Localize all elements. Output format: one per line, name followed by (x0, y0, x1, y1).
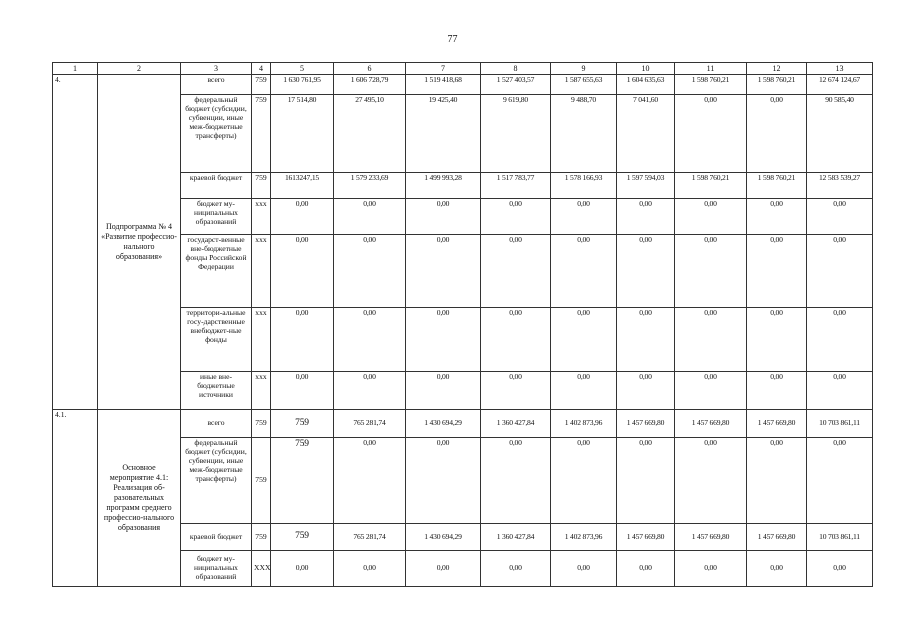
funding-source: государст-венные вне-бюджетные фонды Российской Федерации (181, 235, 252, 308)
amount-cell: 0,00 (747, 551, 807, 587)
budget-code: 759 (252, 75, 271, 95)
budget-code: 759 (252, 95, 271, 173)
amount-cell: 0,00 (617, 551, 675, 587)
header-cell: 12 (747, 63, 807, 75)
amount-cell: 1 457 669,80 (675, 410, 747, 438)
amount-cell: 0,00 (334, 308, 406, 372)
amount-cell: 0,00 (334, 199, 406, 235)
funding-source: краевой бюджет (181, 524, 252, 551)
amount-cell: 765 281,74 (334, 524, 406, 551)
table-row (53, 75, 873, 95)
funding-source: иные вне-бюджетные источники (181, 372, 252, 410)
amount-cell: 0,00 (271, 372, 334, 410)
amount-cell: 1 360 427,84 (481, 410, 551, 438)
table-row (53, 410, 873, 438)
amount-cell: 0,00 (675, 95, 747, 173)
amount-cell: 9 488,70 (551, 95, 617, 173)
funding-source: территори-альные госу-дарственные внебюджет-ные фонды (181, 308, 252, 372)
header-cell: 4 (252, 63, 271, 75)
amount-cell: 0,00 (334, 372, 406, 410)
amount-cell: 1 430 694,29 (406, 524, 481, 551)
amount-cell: 0,00 (675, 372, 747, 410)
amount-cell: 0,00 (271, 308, 334, 372)
amount-cell: 0,00 (406, 308, 481, 372)
amount-cell: 1 606 728,79 (334, 75, 406, 95)
header-cell: 10 (617, 63, 675, 75)
budget-code: 759 (252, 410, 271, 438)
amount-cell: 0,00 (271, 199, 334, 235)
amount-cell: 759 (271, 410, 334, 438)
amount-cell: 1 597 594,03 (617, 173, 675, 199)
page-number: 77 (447, 34, 458, 45)
amount-cell: 7 041,60 (617, 95, 675, 173)
amount-cell: 1 527 403,57 (481, 75, 551, 95)
amount-cell: 1 598 760,21 (675, 75, 747, 95)
amount-cell: 0,00 (406, 235, 481, 308)
budget-code: ххх (252, 199, 271, 235)
funding-source: федеральный бюджет (субсидии, субвенции, иные меж-бюджетные трансферты) (181, 438, 252, 524)
budget-code: ххх (252, 308, 271, 372)
amount-cell: 0,00 (807, 235, 873, 308)
budget-code: 759 (252, 438, 271, 524)
amount-cell: 0,00 (551, 199, 617, 235)
amount-cell: 0,00 (675, 438, 747, 524)
amount-cell: 0,00 (617, 308, 675, 372)
amount-cell: 12 674 124,67 (807, 75, 873, 95)
amount-cell: 0,00 (617, 235, 675, 308)
budget-code: 759 (252, 524, 271, 551)
amount-cell: 1 430 694,29 (406, 410, 481, 438)
amount-cell: 0,00 (481, 438, 551, 524)
funding-source: краевой бюджет (181, 173, 252, 199)
amount-cell: 0,00 (481, 551, 551, 587)
amount-cell: 0,00 (481, 199, 551, 235)
amount-cell: 0,00 (551, 308, 617, 372)
header-cell: 13 (807, 63, 873, 75)
amount-cell: 0,00 (617, 199, 675, 235)
amount-cell: 0,00 (807, 308, 873, 372)
section-number: 4.1. (53, 410, 98, 587)
amount-cell: 0,00 (747, 199, 807, 235)
funding-source: всего (181, 75, 252, 95)
amount-cell: 0,00 (551, 438, 617, 524)
amount-cell: 0,00 (747, 235, 807, 308)
amount-cell: 0,00 (747, 438, 807, 524)
amount-cell: 1 360 427,84 (481, 524, 551, 551)
amount-cell: 1613247,15 (271, 173, 334, 199)
amount-cell: 10 703 861,11 (807, 410, 873, 438)
budget-code: ххх (252, 372, 271, 410)
amount-cell: 0,00 (747, 95, 807, 173)
amount-cell: 0,00 (807, 372, 873, 410)
amount-cell: 19 425,40 (406, 95, 481, 173)
amount-cell: 0,00 (481, 372, 551, 410)
budget-code: 759 (252, 173, 271, 199)
amount-cell: 1 578 166,93 (551, 173, 617, 199)
amount-cell: 1 598 760,21 (747, 173, 807, 199)
amount-cell: 1 457 669,80 (617, 524, 675, 551)
amount-cell: 1 630 761,95 (271, 75, 334, 95)
budget-code: ххх (252, 235, 271, 308)
header-cell: 5 (271, 63, 334, 75)
amount-cell: 0,00 (617, 438, 675, 524)
funding-source: бюджет му-ниципальных образований (181, 199, 252, 235)
amount-cell: 0,00 (406, 551, 481, 587)
header-cell: 1 (53, 63, 98, 75)
amount-cell: 0,00 (334, 235, 406, 308)
amount-cell: 759 (271, 438, 334, 524)
amount-cell: 0,00 (747, 308, 807, 372)
amount-cell: 0,00 (271, 551, 334, 587)
amount-cell: 1 519 418,68 (406, 75, 481, 95)
header-cell: 6 (334, 63, 406, 75)
amount-cell: 1 457 669,80 (617, 410, 675, 438)
amount-cell: 0,00 (807, 438, 873, 524)
amount-cell: 0,00 (675, 551, 747, 587)
section-number: 4. (53, 75, 98, 410)
budget-code: ХХХ (252, 551, 271, 587)
amount-cell: 1 604 635,63 (617, 75, 675, 95)
amount-cell: 1 598 760,21 (675, 173, 747, 199)
amount-cell: 1 402 873,96 (551, 524, 617, 551)
header-cell: 3 (181, 63, 252, 75)
amount-cell: 0,00 (807, 199, 873, 235)
header-cell: 11 (675, 63, 747, 75)
funding-source: всего (181, 410, 252, 438)
amount-cell: 0,00 (406, 438, 481, 524)
amount-cell: 1 457 669,80 (747, 410, 807, 438)
amount-cell: 1 587 655,63 (551, 75, 617, 95)
section-name: Основное мероприятие 4.1: Реализация об-разовательных программ среднего профессио-нального образования (98, 410, 181, 587)
amount-cell: 0,00 (481, 308, 551, 372)
amount-cell: 0,00 (551, 372, 617, 410)
amount-cell: 1 517 783,77 (481, 173, 551, 199)
amount-cell: 90 585,40 (807, 95, 873, 173)
funding-source: бюджет му-ниципальных образований (181, 551, 252, 587)
budget-table (52, 62, 873, 587)
amount-cell: 1 457 669,80 (675, 524, 747, 551)
section-name: Подпрограмма № 4 «Развитие профессио-нального образования» (98, 75, 181, 410)
amount-cell: 0,00 (675, 235, 747, 308)
amount-cell: 0,00 (675, 199, 747, 235)
header-cell: 2 (98, 63, 181, 75)
amount-cell: 0,00 (747, 372, 807, 410)
amount-cell: 1 579 233,69 (334, 173, 406, 199)
amount-cell: 1 499 993,28 (406, 173, 481, 199)
amount-cell: 0,00 (334, 551, 406, 587)
header-row (53, 63, 873, 75)
amount-cell: 9 619,80 (481, 95, 551, 173)
amount-cell: 0,00 (406, 199, 481, 235)
amount-cell: 0,00 (675, 308, 747, 372)
header-cell: 8 (481, 63, 551, 75)
amount-cell: 0,00 (271, 235, 334, 308)
amount-cell: 0,00 (406, 372, 481, 410)
header-cell: 9 (551, 63, 617, 75)
amount-cell: 0,00 (551, 235, 617, 308)
amount-cell: 759 (271, 524, 334, 551)
amount-cell: 0,00 (551, 551, 617, 587)
amount-cell: 17 514,80 (271, 95, 334, 173)
amount-cell: 1 457 669,80 (747, 524, 807, 551)
amount-cell: 27 495,10 (334, 95, 406, 173)
header-cell: 7 (406, 63, 481, 75)
amount-cell: 1 402 873,96 (551, 410, 617, 438)
funding-source: федеральный бюджет (субсидии, субвенции, иные меж-бюджетные трансферты) (181, 95, 252, 173)
amount-cell: 0,00 (334, 438, 406, 524)
amount-cell: 0,00 (807, 551, 873, 587)
amount-cell: 12 583 539,27 (807, 173, 873, 199)
amount-cell: 0,00 (481, 235, 551, 308)
amount-cell: 765 281,74 (334, 410, 406, 438)
amount-cell: 10 703 861,11 (807, 524, 873, 551)
amount-cell: 0,00 (617, 372, 675, 410)
amount-cell: 1 598 760,21 (747, 75, 807, 95)
